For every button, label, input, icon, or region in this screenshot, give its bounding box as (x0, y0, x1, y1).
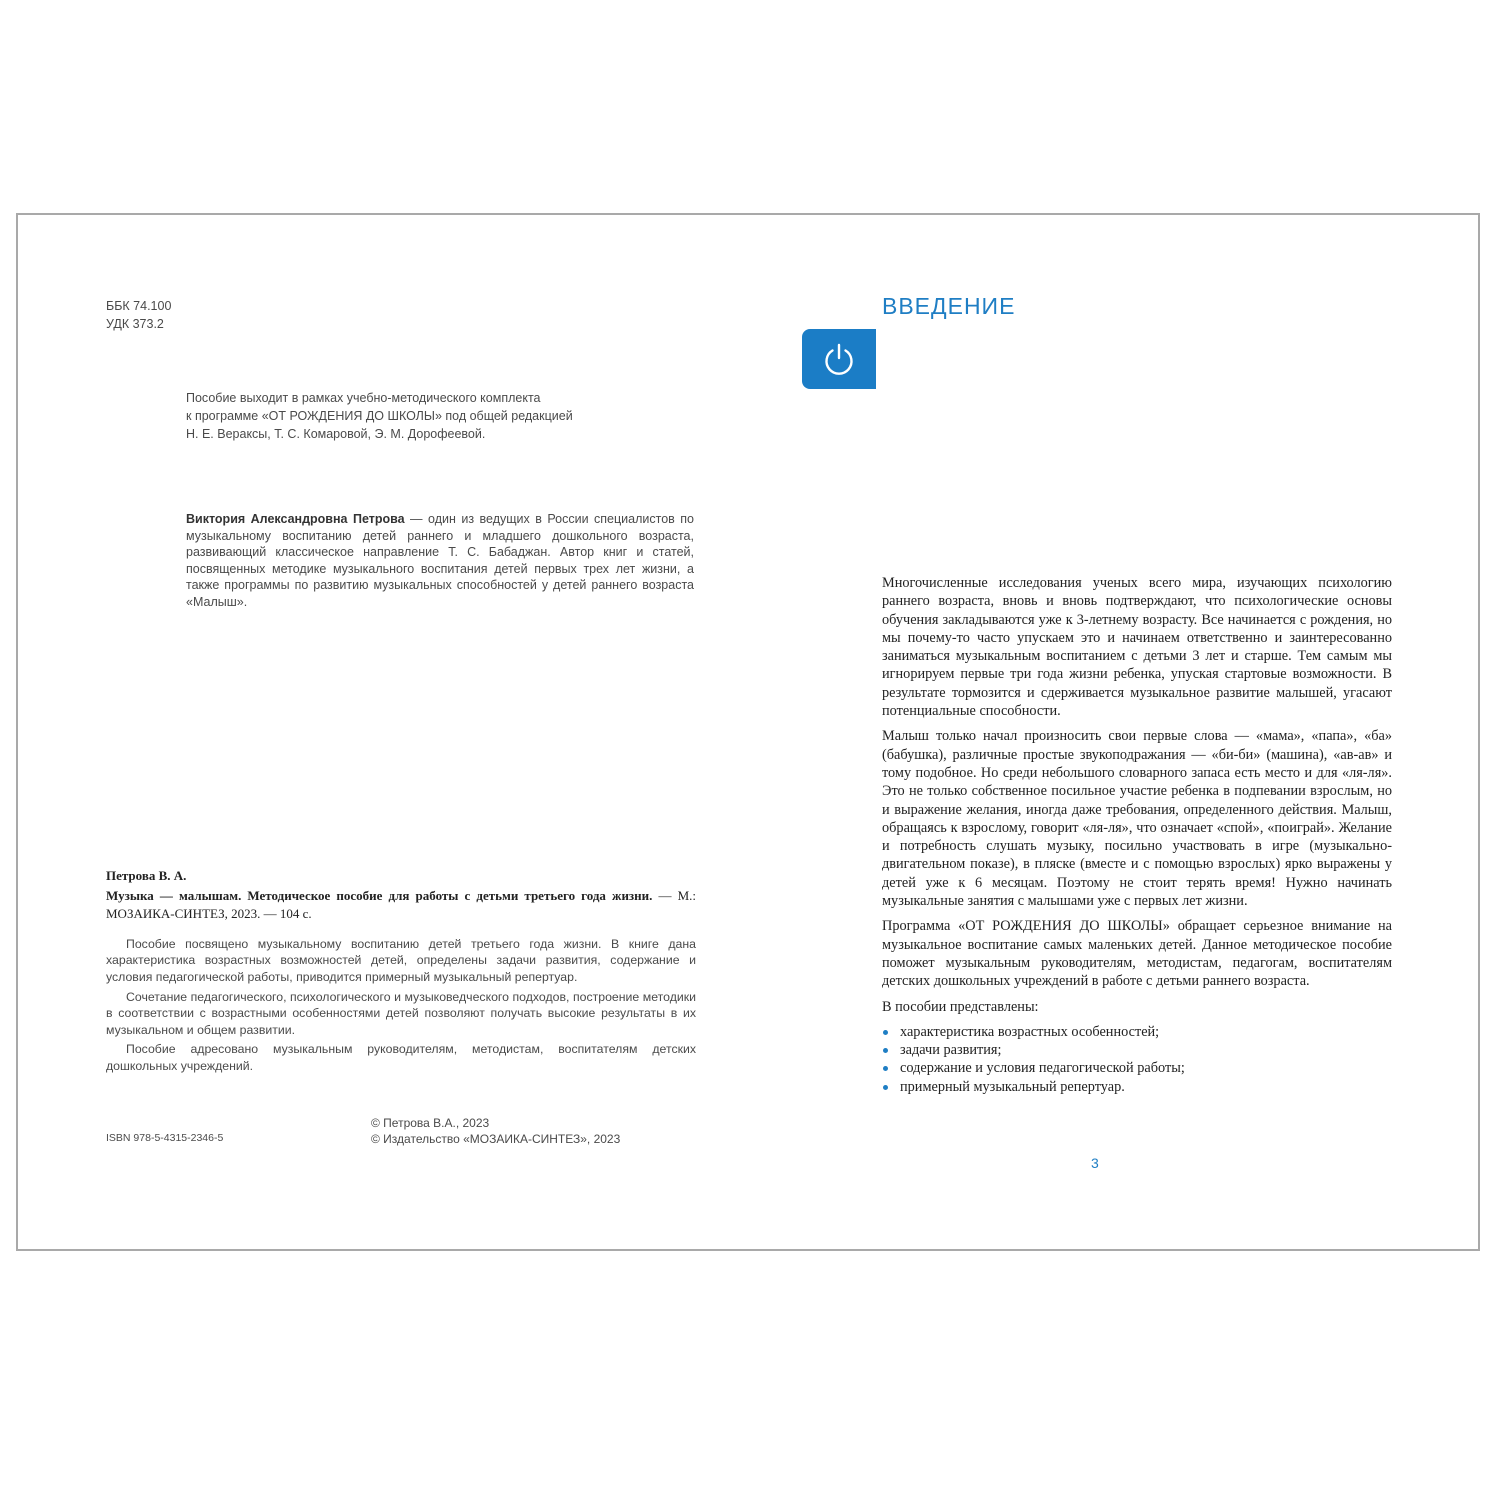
list-item (882, 1023, 1392, 1041)
list-item-text: содержание и условия педагогической работы; (900, 1060, 1185, 1077)
series-line: Н. Е. Вераксы, Т. С. Комаровой, Э. М. Дорофеевой. (186, 427, 486, 441)
intro-paragraph: Малыш только начал произносить свои первые слова — «мама», «папа», «ба» (бабушка), различные простые звукоподражания — «би-би» (машина), «ав-ав» и тому подобное. Но среди небольшого словарного запаса есть место и для «ля-ля». Это не только собственное посильное участие ребенка в подпевании взрослым, но и выражение желания, иногда даже требования, определенного действия. Малыш, обращаясь к взрослому, говорит «ля-ля», что означает «спой», «поиграй». Желание и потребность слушать музыку, посильно участвовать в игре (музыкально-двигательном показе), в пляске (вместе и с помощью взрослых) ярко выражены у детей уже к 6 месяцам. Поэтому не стоит терять время! Нужно начинать музыкальные занятия с малышами уже с первых лет жизни. (882, 728, 1392, 910)
annotation (106, 936, 696, 1078)
chapter-tab (802, 329, 876, 389)
bullet-icon (883, 1030, 888, 1035)
series-line: к программе «ОТ РОЖДЕНИЯ ДО ШКОЛЫ» под общей редакцией (186, 409, 573, 423)
classification-codes (106, 297, 171, 333)
author-name: Виктория Александровна Петрова (186, 512, 405, 526)
series-note (186, 389, 706, 443)
isbn: ISBN 978-5-4315-2346-5 (106, 1132, 224, 1144)
udk-code: УДК 373.2 (106, 317, 164, 331)
contents-list (882, 1023, 1392, 1096)
bibliographic-record (106, 867, 696, 923)
list-item-text: примерный музыкальный репертуар. (900, 1078, 1125, 1095)
copyright-line: © Издательство «МОЗАИКА-СИНТЕЗ», 2023 (371, 1131, 621, 1146)
biblio-author: Петрова В. А. (106, 868, 187, 883)
bullet-icon (883, 1048, 888, 1053)
bullet-icon (883, 1085, 888, 1090)
annotation-paragraph: Пособие посвящено музыкальному воспитанию детей третьего года жизни. В книге дана характеристика возрастных возможностей детей, определены задачи развития, содержание и условия педагогической работы, приводится примерный музыкальный репертуар. (106, 937, 696, 984)
annotation-paragraph: Пособие адресовано музыкальным руководителям, методистам, воспитателям детских дошкольных учреждений. (106, 1042, 696, 1073)
biblio-title: Музыка — малышам. Методическое пособие для работы с детьми третьего года жизни. (106, 888, 653, 903)
intro-text (882, 574, 1392, 1096)
copyright-line: © Петрова В.А., 2023 (371, 1116, 490, 1130)
biblio-imprint: — М.: МОЗАИКА-СИНТЕЗ, 2023. — 104 с. (106, 888, 696, 921)
copyright (371, 1116, 620, 1147)
bullet-icon (883, 1066, 888, 1071)
list-item (882, 1059, 1392, 1077)
page-number: 3 (1091, 1155, 1099, 1171)
list-item-text: задачи развития; (900, 1042, 1002, 1059)
author-bio (186, 511, 694, 611)
intro-paragraph: Многочисленные исследования ученых всего мира, изучающих психологию раннего возраста, вновь и вновь подтверждают, что психологические основы обучения закладываются уже к 3-летнему возрасту. Все начинается с рождения, но мы почему-то часто упускаем это и начинаем ответственно и заинтересованно заниматься музыкальным воспитанием с детьми 3 лет и старше. Тем самым мы игнорируем первые три года жизни ребенка, упуская стартовые возможности. В результате тормозится и сдерживается музыкальное развитие малышей, угасают потенциальные способности. (882, 575, 1392, 720)
series-line: Пособие выходит в рамках учебно-методического комплекта (186, 391, 541, 405)
list-item (882, 1078, 1392, 1096)
intro-paragraph: Программа «ОТ РОЖДЕНИЯ ДО ШКОЛЫ» обращает серьезное внимание на музыкальное воспитание самых маленьких детей. Данное методическое пособие поможет музыкальным руководителям, методистам, педагогам, воспитателям детских дошкольных учреждений в работе с детьми раннего возраста. (882, 918, 1392, 990)
power-icon (819, 339, 859, 379)
author-bio-text: — один из ведущих в России специалистов по музыкальному воспитанию детей раннего и младшего дошкольного возраста, развивающий классическое направление Т. С. Бабаджан. Автор книг и статей, посвященных методике музыкального воспитания детей первых трех лет жизни, а также программы по развитию музыкальных способностей у детей раннего возраста «Малыш». (186, 512, 694, 609)
chapter-heading: ВВЕДЕНИЕ (882, 293, 1016, 319)
book-spread (16, 213, 1480, 1251)
bbk-code: ББК 74.100 (106, 299, 172, 313)
annotation-paragraph: Сочетание педагогического, психологического и музыковедческого подходов, построение методики в соответствии с возрастными особенностями детей позволяют получать высокие результаты в их музыкальном и общем развитии. (106, 989, 696, 1037)
list-item (882, 1041, 1392, 1059)
intro-paragraph: В пособии представлены: (882, 998, 1039, 1015)
list-item-text: характеристика возрастных особенностей; (900, 1023, 1160, 1040)
